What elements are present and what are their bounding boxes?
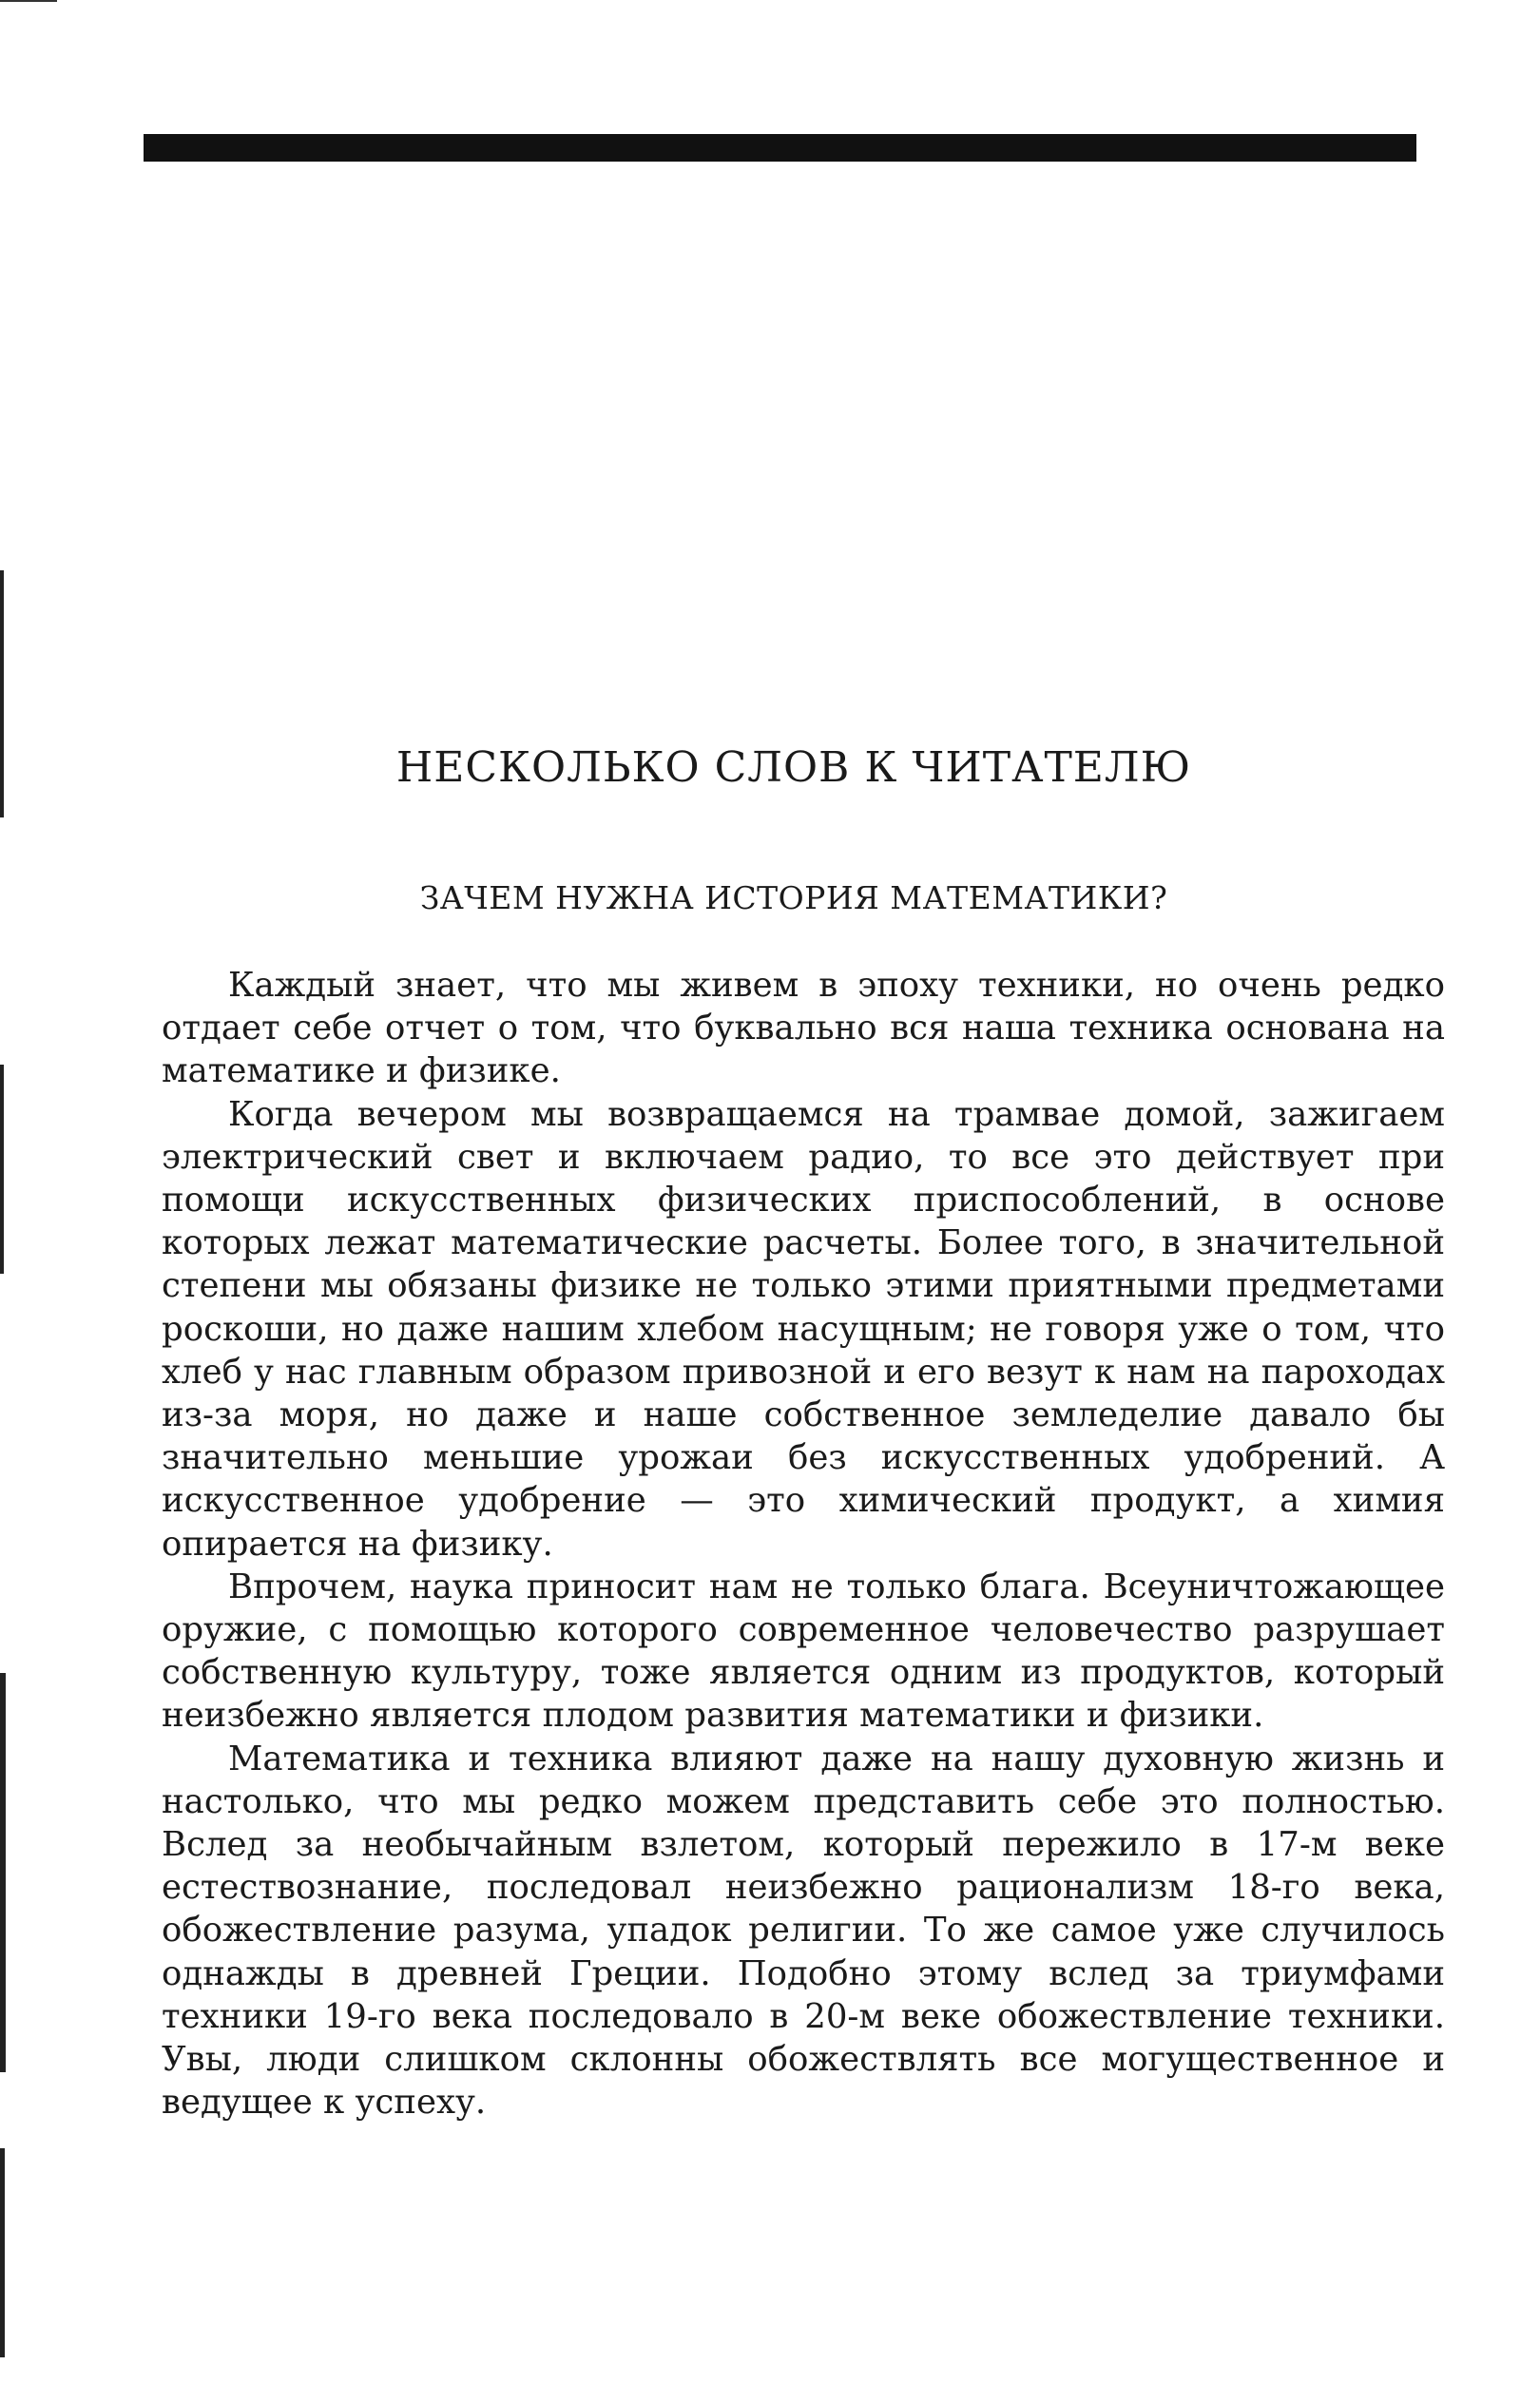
paragraph: Впрочем, наука приносит нам не только блага. Всеуничтожающее оружие, с помощью которого современное человечество разрушает собственную культуру, тоже является одним из продуктов, который неизбежно является плодом развития математики и физики.: [162, 1567, 1445, 1736]
scan-edge-mark: [0, 0, 57, 2]
paragraph: Математика и техника влияют даже на нашу духовную жизнь и настолько, что мы редко можем представить себе это полностью. Вслед за необычайным взлетом, который пережило в 17-м веке естествознание, последовал неизбежно рационализм 18-го века, обожествление разума, упадок религии. То же самое уже случилось однажды в древней Греции. Подобно этому вслед за триумфами техники 19-го века последовало в 20-м веке обожествление техники. Увы, люди слишком склонны обожествлять все могущественное и ведущее к успеху.: [162, 1739, 1445, 2123]
chapter-title: НЕСКОЛЬКО СЛОВ К ЧИТАТЕЛЮ: [395, 743, 1192, 792]
scan-edge-mark: [0, 1673, 6, 2072]
scan-edge-mark: [0, 1065, 4, 1274]
body-text: [162, 964, 1445, 2124]
header-rule: [144, 134, 1416, 162]
paragraph: Когда вечером мы возвращаемся на трамвае домой, зажигаем электрический свет и включаем радио, то все это действует при помощи искусственных физических приспособлений, в основе которых лежат математические расчеты. Более того, в значительной степени мы обязаны физике не только этими приятными предметами роскоши, но даже нашим хлебом насущным; не говоря уже о том, что хлеб у нас главным образом привозной и его везут к нам на пароходах из-за моря, но даже и наше собственное земледелие давало бы значительно меньшие урожаи без искусственных удобрений. А искусственное удобрение — это химический продукт, а химия опирается на физику.: [162, 1094, 1445, 1564]
scan-edge-mark: [0, 2148, 5, 2357]
section-title: ЗАЧЕМ НУЖНА ИСТОРИЯ МАТЕМАТИКИ?: [419, 879, 1168, 916]
paragraph: Каждый знает, что мы живем в эпоху техники, но очень редко отдает себе отчет о том, что буквально вся наша техника основана на математике и физике.: [162, 966, 1445, 1091]
